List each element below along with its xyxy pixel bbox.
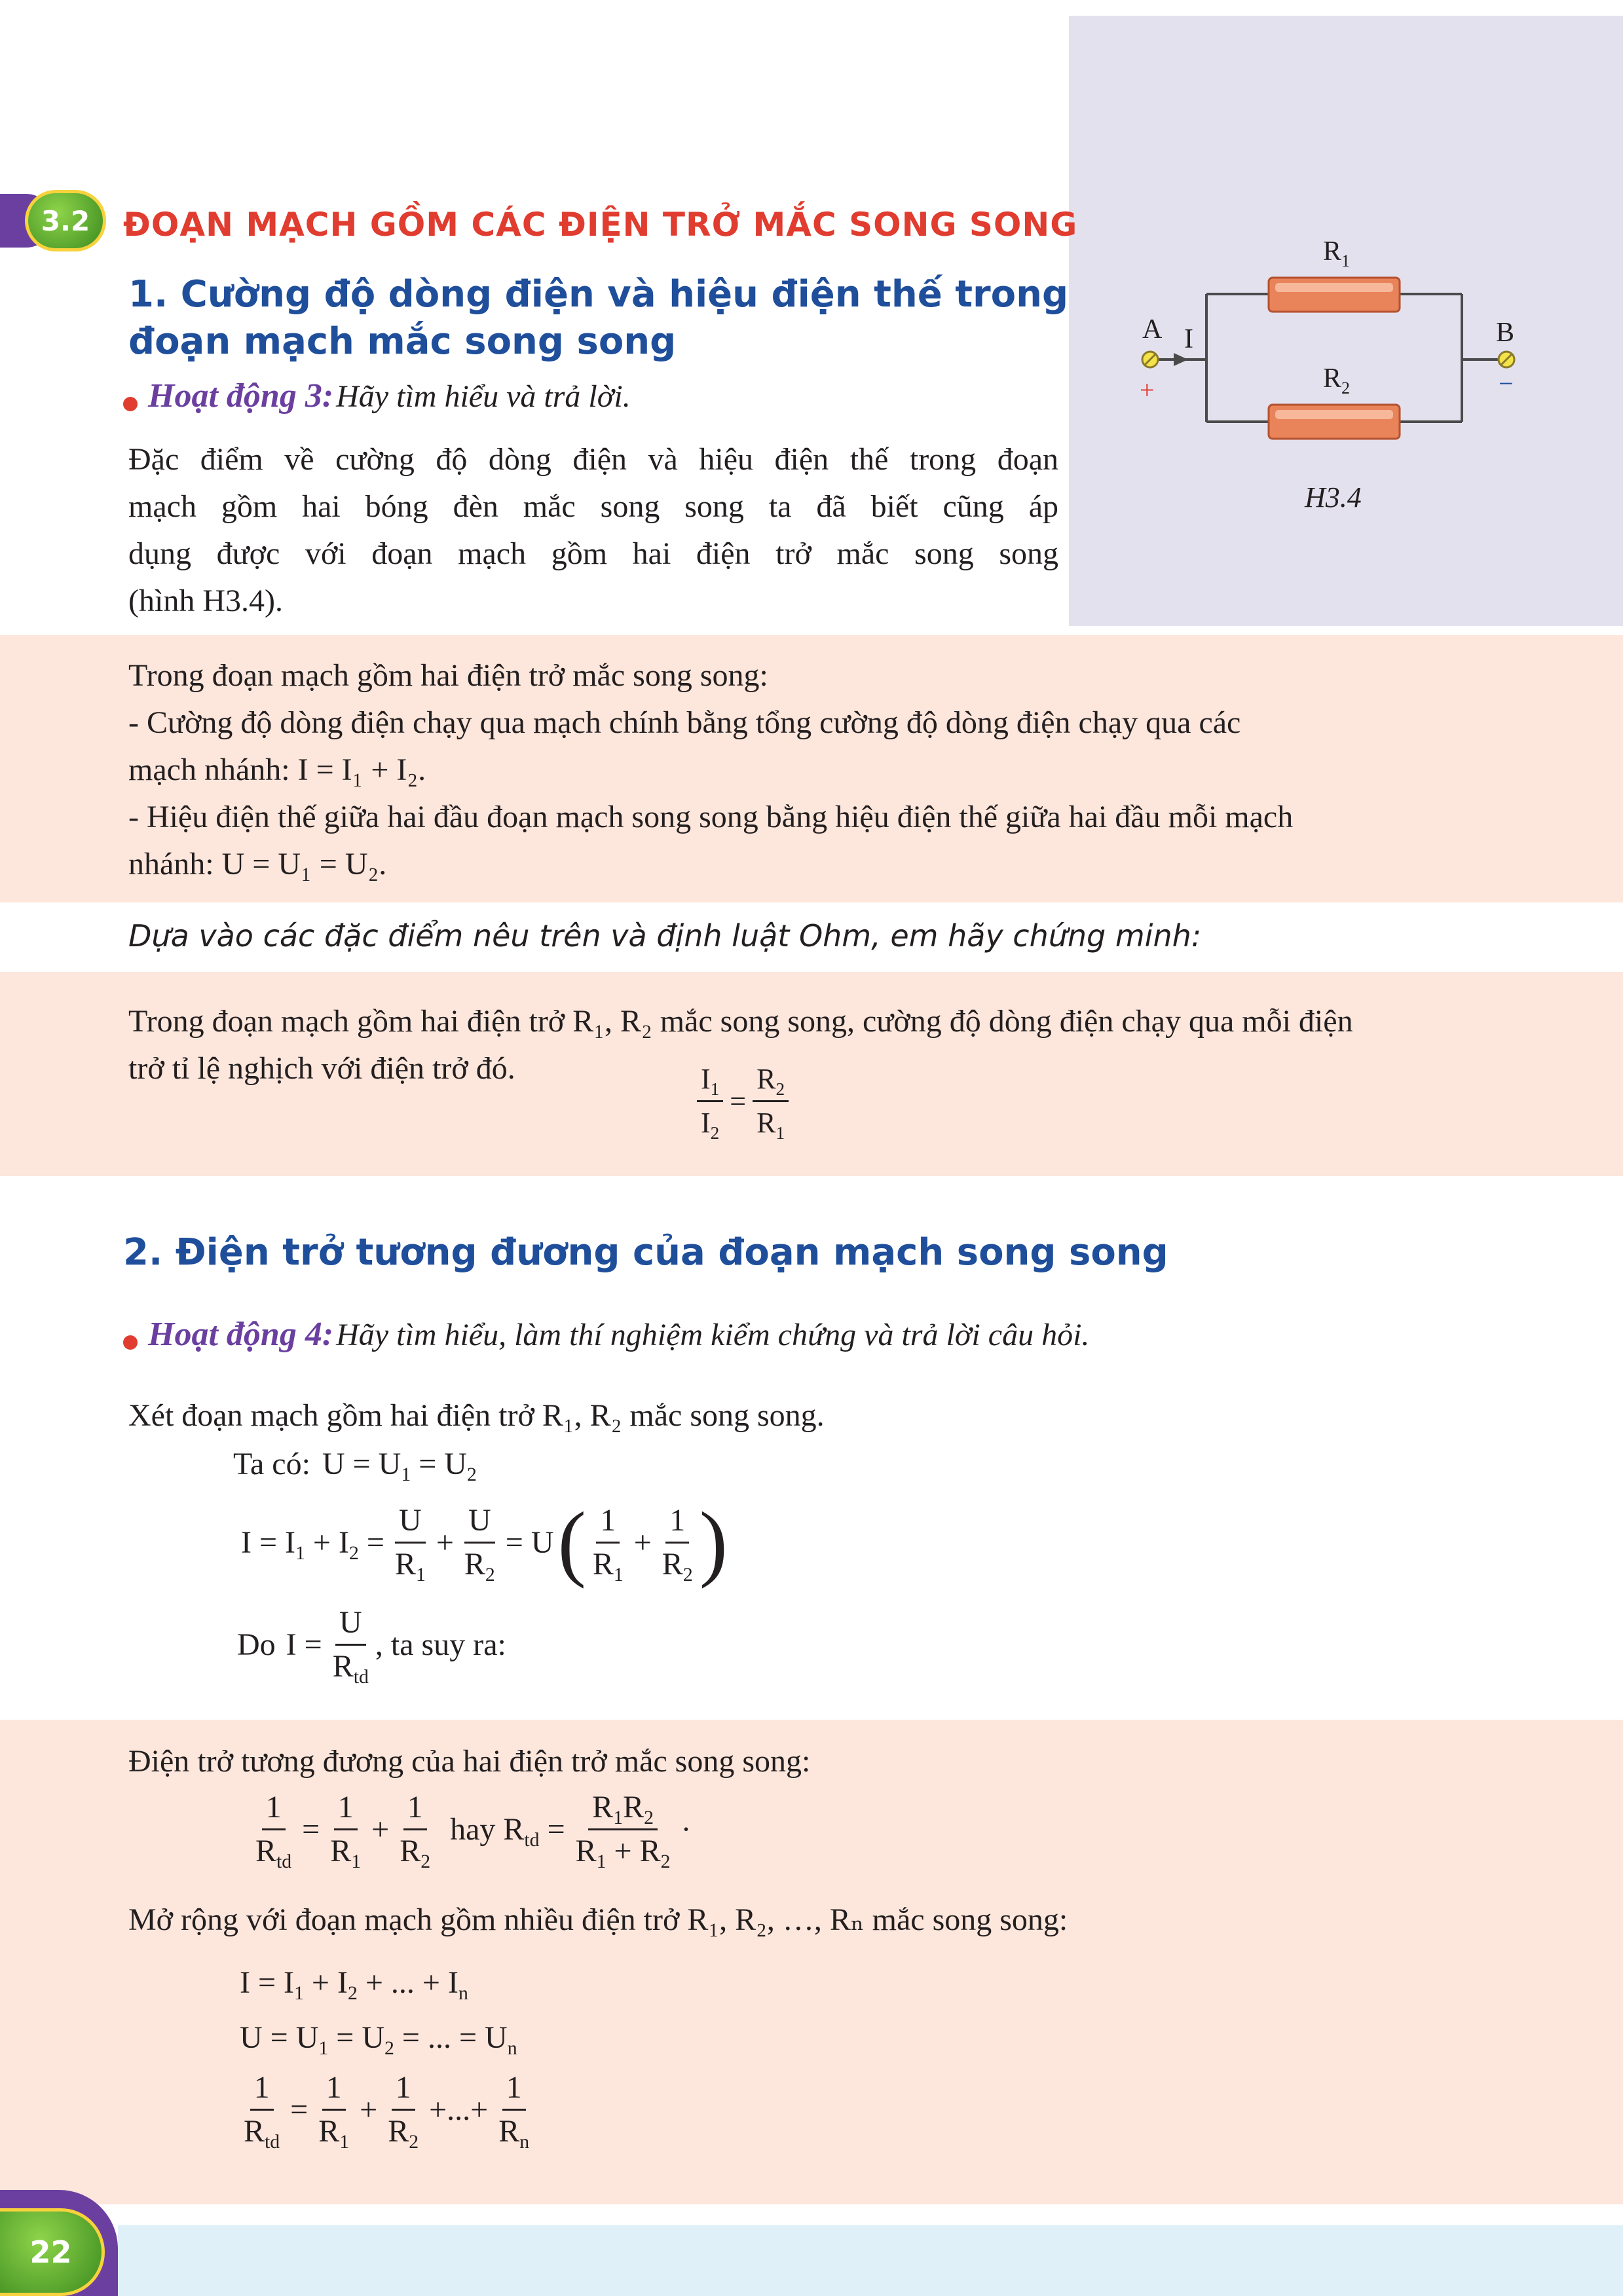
- derivation-intro: Xét đoạn mạch gồm hai điện trở R₁, R₂ mắc song song.: [128, 1398, 825, 1433]
- figure-caption: H3.4: [1305, 481, 1362, 513]
- proof-prompt: Dựa vào các đặc điểm nêu trên và định luật Ohm, em hãy chứng minh:: [128, 918, 1202, 954]
- label-plus: +: [1140, 375, 1155, 405]
- footer-band: [118, 2225, 1623, 2296]
- intro-line: (hình H3.4).: [128, 583, 283, 618]
- activity-3-label: Hoạt động 3:: [148, 377, 334, 415]
- activity-4: [123, 1315, 1089, 1354]
- box3-line2: Mở rộng với đoạn mạch gồm nhiều điện trở R₁, R₂, …, Rₙ mắc song song:: [128, 1902, 1068, 1937]
- page-number: 22: [29, 2234, 72, 2270]
- intro-line: Đặc điểm về cường độ dòng điện và hiệu điện thế trong đoạn: [128, 442, 1058, 477]
- section-number: 3.2: [41, 204, 90, 237]
- current-arrow: [1174, 353, 1188, 366]
- activity-3-text: Hãy tìm hiểu và trả lời.: [336, 379, 631, 414]
- do-equation: Do I = $\frac{U}{R_{td}}$ , ta suy ra:: [237, 1605, 506, 1688]
- summary-box-2-text: Trong đoạn mạch gồm hai điện trở R₁, R₂ mắc song song, cường độ dòng điện chạy qua mỗi điện trở tỉ lệ nghịch với điện trở đó.: [128, 1004, 1353, 1086]
- resistor-r1: [1269, 278, 1400, 312]
- extended-equations: $I = I_1 + I_2$ + ... + $I_n$ $U = U_1 = U_2$ = ... = $U_n$: [240, 1965, 517, 2059]
- activity-4-text: Hãy tìm hiểu, làm thí nghiệm kiểm chứng và trả lời câu hỏi.: [336, 1318, 1090, 1352]
- section-title: ĐOẠN MẠCH GỒM CÁC ĐIỆN TRỞ MẮC SONG SONG: [123, 206, 1078, 244]
- section-number-badge: [25, 190, 106, 251]
- label-r1: $R_1$: [1323, 236, 1351, 270]
- subheading-2: 2. Điện trở tương đương của đoạn mạch song song: [123, 1231, 1168, 1274]
- bullet-icon: [123, 1335, 138, 1350]
- figure-panel: [1069, 16, 1623, 626]
- taco-equation: Ta có: $U = U_1 = U_2$: [233, 1447, 477, 1485]
- activity-4-label: Hoạt động 4:: [148, 1316, 334, 1353]
- intro-line: mạch gồm hai bóng đèn mắc song song ta đã biết cũng áp: [128, 489, 1058, 524]
- intro-line: dụng được với đoạn mạch gồm hai điện trở mắc song song: [128, 536, 1058, 571]
- page-number-badge: [0, 2208, 105, 2296]
- bullet-icon: [123, 397, 138, 411]
- intro-paragraph: [128, 436, 1058, 625]
- label-i: I: [1184, 324, 1193, 354]
- summary-box-1-text: Trong đoạn mạch gồm hai điện trở mắc song song: - Cường độ dòng điện chạy qua mạch chính bằng tổng cường độ dòng điện chạy qua các mạch nhánh: I = I₁ + I₂. - Hiệu điện thế giữa hai đầu đoạn mạch song song bằng hiệu điện thế giữa hai đầu mỗi mạch nhánh: U = U₁ = U₂.: [128, 658, 1294, 881]
- current-sum-equation: $I = I_1 + I_2$ = $\frac{U}{R_1}$ + $\frac{U}{R_2}$ = U ( $\frac{1}{R_1}$ + $\frac{1}{R_2}$ ): [241, 1495, 728, 1589]
- label-minus: −: [1499, 369, 1514, 398]
- box3-line1: Điện trở tương đương của hai điện trở mắc song song:: [128, 1744, 811, 1779]
- extended-resistance-formula: $\frac{1}{R_{td}}$ = $\frac{1}{R_1}$ + $\frac{1}{R_2}$ +...+ $\frac{1}{R_n}$: [244, 2070, 530, 2153]
- label-b: B: [1496, 318, 1515, 348]
- ratio-formula: $\frac{I_1}{I_2}$ = $\frac{R_2}{R_1}$: [694, 1061, 791, 1141]
- activity-3: [123, 377, 631, 415]
- resistor-r2: [1269, 405, 1400, 439]
- label-r2: $R_2$: [1323, 363, 1351, 398]
- equivalent-resistance-formula: $\frac{1}{R_{td}}$ = $\frac{1}{R_1}$ + $\frac{1}{R_2}$ hay $R_{td}$ = $\frac{R_1R_2}{R_1 + R_2}$ ·: [255, 1790, 692, 1872]
- label-a: A: [1142, 314, 1163, 344]
- subheading-1: 1. Cường độ dòng điện và hiệu điện thế trong đoạn mạch mắc song song: [128, 273, 1069, 363]
